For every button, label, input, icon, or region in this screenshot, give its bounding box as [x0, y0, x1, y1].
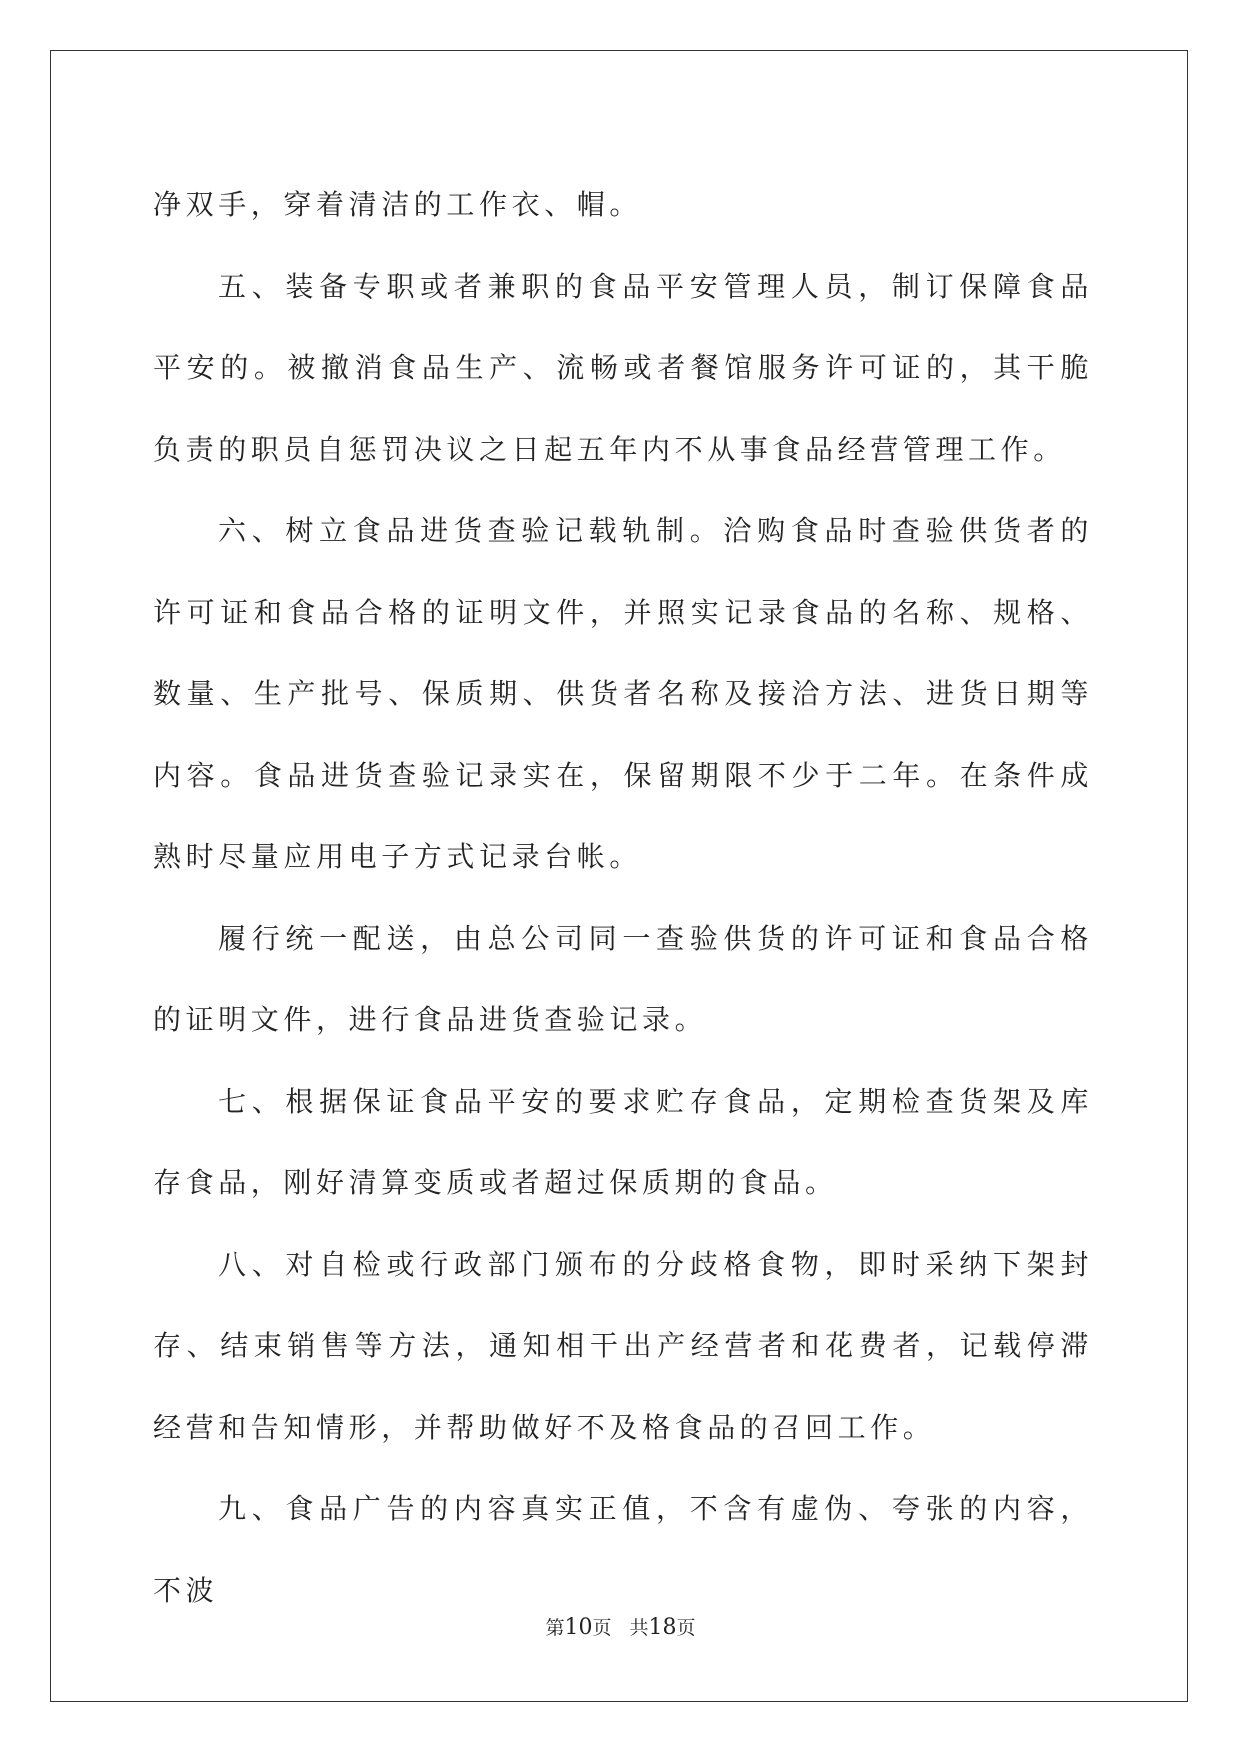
- paragraph: 净双手，穿着清洁的工作衣、帽。: [153, 188, 643, 221]
- page-footer: [0, 1613, 1241, 1640]
- paragraph: 七、根据保证食品平安的要求贮存食品，定期检查货架及库存食品，刚好清算变质或者超过保质期的食品。: [153, 1084, 1093, 1199]
- page-number-total: 18: [648, 1615, 677, 1640]
- paragraph: 六、树立食品进货查验记载轨制。洽购食品时查验供货者的许可证和食品合格的证明文件，并照实记录食品的名称、规格、数量、生产批号、保质期、供货者名称及接洽方法、进货日期等内容。食品进货查验记录实在，保留期限不少于二年。在条件成熟时尽量应用电子方式记录台帐。: [153, 514, 1093, 873]
- paragraph: 履行统一配送，由总公司同一查验供货的许可证和食品合格的证明文件，进行食品进货查验记录。: [153, 921, 1093, 1036]
- paragraph: 九、食品广告的内容真实正值，不含有虚伪、夸张的内容，不波: [153, 1492, 1093, 1607]
- page-number-current: 10: [564, 1615, 593, 1640]
- page-total-suffix: 页: [676, 1617, 696, 1639]
- paragraph: 八、对自检或行政部门颁布的分歧格食物，即时采纳下架封存、结束销售等方法，通知相干出产经营者和花费者，记载停滞经营和告知情形，并帮助做好不及格食品的召回工作。: [153, 1247, 1093, 1444]
- document-body: [153, 164, 1093, 1631]
- paragraph: 五、装备专职或者兼职的食品平安管理人员，制订保障食品平安的。被撤消食品生产、流畅或者餐馆服务许可证的，其干脆负责的职员自惩罚决议之日起五年内不从事食品经营管理工作。: [153, 269, 1093, 466]
- page-total-prefix: 共: [629, 1617, 649, 1639]
- page-number-suffix: 页: [592, 1617, 612, 1639]
- page-number-prefix: 第: [545, 1617, 565, 1639]
